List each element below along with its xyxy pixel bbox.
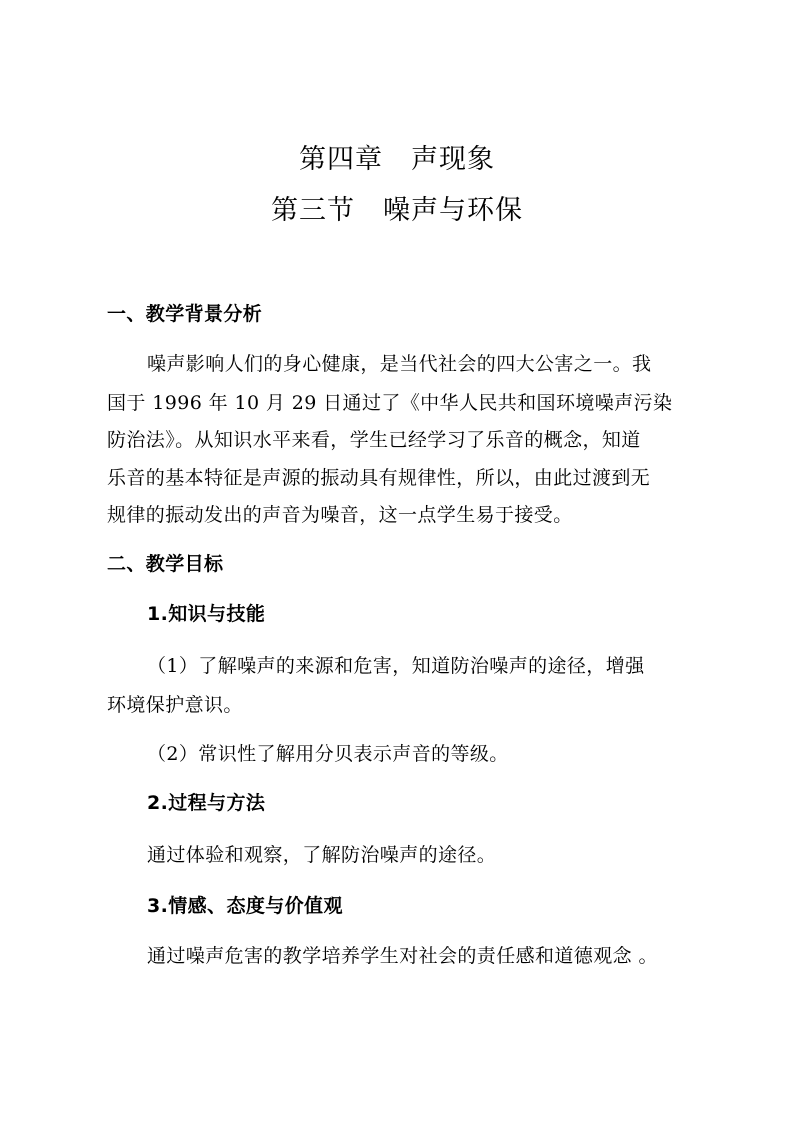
paragraph-line: 防治法》。从知识水平来看，学生已经学习了乐音的概念，知道 — [107, 429, 641, 451]
heading-background: 一、教学背景分析 — [107, 303, 263, 325]
heading-goals: 二、教学目标 — [107, 553, 224, 575]
subheading-knowledge: 1.知识与技能 — [147, 603, 266, 625]
paragraph-line: 国于 1996 年 10 月 29 日通过了《中华人民共和国环境噪声污染 — [107, 392, 673, 414]
paragraph-line: 乐音的基本特征是声源的振动具有规律性，所以，由此过渡到无 — [107, 467, 651, 489]
paragraph-line: （1）了解噪声的来源和危害，知道防治噪声的途径，增强 — [147, 655, 645, 677]
paragraph-line: （2）常识性了解用分贝表示声音的等级。 — [147, 743, 509, 765]
paragraph-line: 通过噪声危害的教学培养学生对社会的责任感和道德观念 。 — [147, 945, 658, 967]
paragraph-line: 规律的振动发出的声音为噪音，这一点学生易于接受。 — [107, 504, 573, 526]
subheading-emotion: 3.情感、态度与价值观 — [147, 895, 343, 917]
section-title: 第三节 噪声与环保 — [271, 195, 523, 226]
paragraph-line: 通过体验和观察，了解防治噪声的途径。 — [147, 844, 497, 866]
chapter-title: 第四章 声现象 — [299, 144, 495, 175]
paragraph-line: 环境保护意识。 — [107, 694, 243, 716]
subheading-process: 2.过程与方法 — [147, 792, 266, 814]
paragraph-line: 噪声影响人们的身心健康，是当代社会的四大公害之一。我 — [147, 353, 652, 375]
